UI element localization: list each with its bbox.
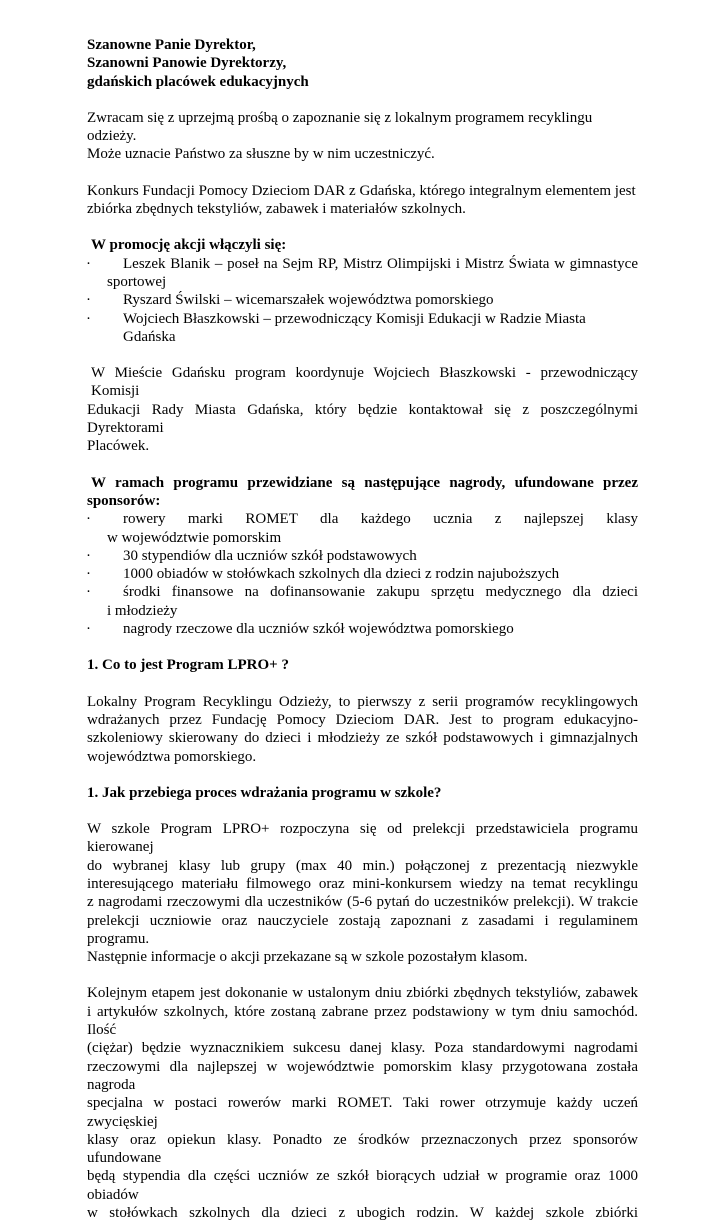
text-line: i artykułów szkolnych, które zostaną zabrane przez podstawiony w tym dniu samochód. Ilość bbox=[87, 1003, 638, 1039]
bullet: · bbox=[86, 511, 91, 528]
bullet: · bbox=[86, 566, 91, 583]
list-item bbox=[87, 510, 638, 528]
list-item-text: rowery marki ROMET dla każdego ucznia z najlepszej klasy bbox=[123, 511, 638, 528]
list-item-continuation bbox=[87, 529, 638, 547]
contest-paragraph bbox=[87, 182, 638, 219]
section-heading: 1. Co to jest Program LPRO+ ? bbox=[87, 657, 289, 674]
list-item-text: Ryszard Świlski – wicemarszałek województwa pomorskiego bbox=[123, 292, 494, 309]
bullet: · bbox=[86, 547, 91, 564]
section-1 bbox=[87, 656, 638, 765]
section-2 bbox=[87, 784, 638, 1222]
list-item bbox=[87, 291, 638, 309]
text-line: interesującego materiału filmowego oraz mini-konkursem wiedzy na temat recyklingu bbox=[87, 875, 638, 892]
awards-section bbox=[87, 474, 638, 639]
awards-heading: sponsorów: bbox=[87, 492, 161, 509]
text-line: Lokalny Program Recyklingu Odzieży, to pierwszy z serii programów recyklingowych bbox=[87, 693, 638, 710]
coordination-paragraph bbox=[87, 364, 638, 455]
text-line: specjalna w postaci rowerów marki ROMET. Taki rower otrzymuje każdy uczeń zwycięskiej bbox=[87, 1095, 638, 1130]
list-item bbox=[87, 255, 638, 273]
list-item-continuation bbox=[87, 273, 638, 291]
salutation-line: Szanowni Panowie Dyrektorzy, bbox=[87, 55, 287, 72]
letter-page bbox=[87, 36, 638, 1222]
awards-heading: W ramach programu przewidziane są następujące nagrody, ufundowane przez bbox=[91, 474, 638, 491]
list-item-continuation bbox=[87, 602, 638, 620]
list-item-text: sportowej bbox=[107, 273, 167, 290]
list-item bbox=[87, 620, 638, 638]
salutation-line: gdańskich placówek edukacyjnych bbox=[87, 73, 309, 90]
section-2-paragraph-1 bbox=[87, 820, 638, 966]
list-item bbox=[87, 565, 638, 583]
list-item-text: 1000 obiadów w stołówkach szkolnych dla dzieci z rodzin najuboższych bbox=[123, 566, 560, 583]
text-line: Kolejnym etapem jest dokonanie w ustalonym dniu zbiórki zbędnych tekstyliów, zabawek bbox=[87, 985, 638, 1002]
text-line: Konkurs Fundacji Pomocy Dzieciom DAR z Gdańska, którego integralnym elementem jest bbox=[87, 182, 636, 199]
list-item-text: nagrody rzeczowe dla uczniów szkół województwa pomorskiego bbox=[123, 621, 514, 638]
section-heading: 1. Jak przebiega proces wdrażania programu w szkole? bbox=[87, 784, 442, 801]
list-item-text: w województwie pomorskim bbox=[107, 529, 282, 546]
list-item-text: środki finansowe na dofinansowanie zakupu sprzętu medycznego dla dzieci bbox=[123, 584, 638, 601]
bullet: · bbox=[86, 292, 91, 309]
salutation-line: Szanowne Panie Dyrektor, bbox=[87, 37, 256, 53]
promo-section bbox=[87, 236, 638, 346]
text-line: województwa pomorskiego. bbox=[87, 748, 257, 765]
text-line: szkoleniowy skierowany do dzieci i młodzieży ze szkół podstawowych i gimnazjalnych bbox=[87, 730, 638, 747]
intro-paragraph bbox=[87, 109, 638, 164]
list-item-text: Wojciech Błaszkowski – przewodniczący Komisji Edukacji w Radzie Miasta Gdańska bbox=[123, 310, 586, 345]
bullet: · bbox=[86, 310, 91, 327]
bullet: · bbox=[86, 255, 91, 272]
text-line: w stołówkach szkolnych dla dzieci z ubogich rodzin. W każdej szkole zbiórki bbox=[87, 1205, 638, 1222]
bullet: · bbox=[86, 584, 91, 601]
list-item bbox=[87, 583, 638, 601]
text-line: z nagrodami rzeczowymi dla uczestników (5-6 pytań do uczestników prelekcji). W trakcie bbox=[87, 894, 638, 911]
text-line: (ciężar) będzie wyznacznikiem sukcesu danej klasy. Poza standardowymi nagrodami bbox=[87, 1040, 638, 1057]
promo-heading: W promocję akcji włączyli się: bbox=[91, 237, 287, 254]
list-item-text: 30 stypendiów dla uczniów szkół podstawowych bbox=[123, 547, 417, 564]
text-line: Zwracam się z uprzejmą prośbą o zapoznanie się z lokalnym programem recyklingu odzieży. bbox=[87, 109, 593, 145]
text-line: będą stypendia dla części uczniów ze szkół biorących udział w programie oraz 1000 obiadów bbox=[87, 1168, 638, 1203]
text-line: prelekcji uczniowie oraz nauczyciele zostają zapoznani z zasadami i regulaminem programu. bbox=[87, 912, 638, 947]
list-item-text: i młodzieży bbox=[107, 602, 178, 619]
text-line: do wybranej klasy lub grupy (max 40 min.) połączonej z prezentacją niezwykle bbox=[87, 857, 638, 874]
text-line: Placówek. bbox=[87, 438, 150, 455]
list-item bbox=[87, 547, 638, 565]
bullet: · bbox=[86, 621, 91, 638]
text-line: zbiórka zbędnych tekstyliów, zabawek i materiałów szkolnych. bbox=[87, 201, 466, 218]
list-item-text: Leszek Blanik – poseł na Sejm RP, Mistrz Olimpijski i Mistrz Świata w gimnastyce bbox=[123, 255, 638, 272]
section-2-paragraph-2 bbox=[87, 984, 638, 1222]
text-line: rzeczowymi dla najlepszej w województwie pomorskim klasy przygotowana została nagroda bbox=[87, 1058, 638, 1093]
text-line: W szkole Program LPRO+ rozpoczyna się od prelekcji przedstawiciela programu kierowanej bbox=[87, 821, 638, 856]
text-line: Edukacji Rady Miasta Gdańska, który będzie kontaktował się z poszczególnymi Dyrektorami bbox=[87, 401, 638, 437]
text-line: Następnie informacje o akcji przekazane są w szkole pozostałym klasom. bbox=[87, 949, 528, 966]
list-item bbox=[87, 310, 638, 347]
text-line: klasy oraz opiekun klasy. Ponadto ze środków przeznaczonych przez sponsorów ufundowane bbox=[87, 1131, 638, 1167]
text-line: Może uznacie Państwo za słuszne by w nim uczestniczyć. bbox=[87, 146, 435, 163]
text-line: wdrażanych przez Fundację Pomocy Dzieciom DAR. Jest to program edukacyjno- bbox=[87, 711, 638, 728]
text-line: W Mieście Gdańsku program koordynuje Wojciech Błaszkowski - przewodniczący Komisji bbox=[91, 365, 638, 400]
salutation bbox=[87, 36, 638, 91]
